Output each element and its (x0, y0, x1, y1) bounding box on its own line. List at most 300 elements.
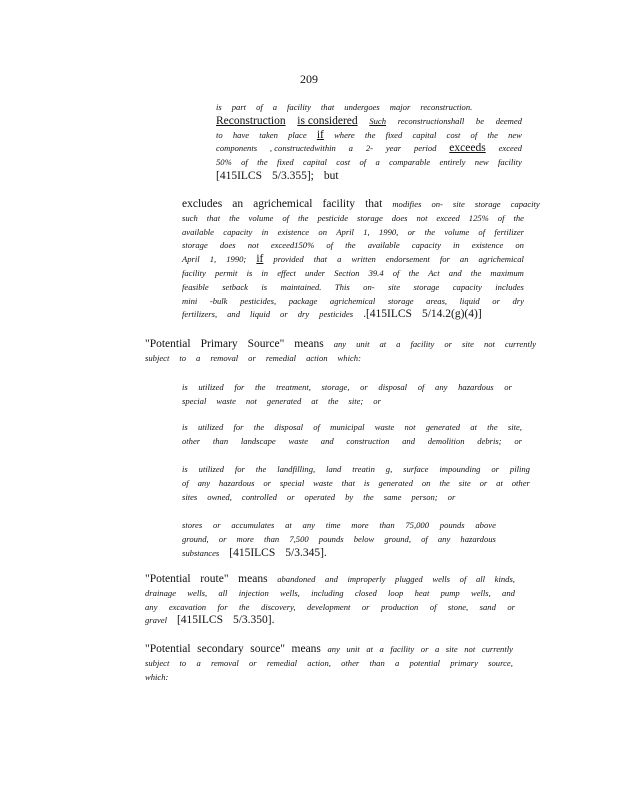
text-line (216, 129, 522, 143)
word: wells (432, 574, 451, 584)
word: if (316, 128, 324, 141)
word: improperly (347, 574, 386, 584)
word: other (511, 477, 530, 488)
word: exceed (436, 212, 460, 223)
text-line (182, 239, 524, 253)
word: is considered (297, 114, 358, 127)
word: operated (304, 491, 336, 502)
word: where (334, 129, 355, 140)
word: or (286, 491, 295, 502)
word: reconstruction. (420, 102, 473, 112)
word: storage (182, 240, 208, 251)
word: g, (385, 464, 393, 474)
word: of (326, 240, 334, 251)
word: utilized (197, 422, 224, 432)
word: fertilizer (494, 226, 524, 237)
word: the (255, 464, 267, 474)
word: dry (512, 295, 524, 306)
word: means (294, 338, 324, 350)
word: the (298, 212, 309, 223)
word: at (379, 339, 387, 349)
word: storage (387, 295, 414, 306)
text-line (182, 226, 524, 240)
word: time (325, 520, 341, 530)
word: or (504, 382, 512, 392)
word: 2- (365, 143, 373, 154)
word: stores (182, 520, 203, 530)
word: 5/3.355]; (272, 169, 314, 182)
word: place (288, 129, 307, 140)
text-line (145, 338, 537, 352)
word: to (179, 657, 187, 668)
word: site; (348, 395, 364, 406)
word: available (367, 240, 400, 251)
word: at (366, 644, 373, 654)
word: than (263, 533, 280, 544)
word: or (447, 491, 456, 502)
word: or (280, 309, 288, 320)
word: facility (287, 102, 311, 112)
word: or (514, 435, 522, 446)
text-line (182, 547, 496, 561)
word: the (470, 267, 482, 278)
word: Such (369, 115, 387, 126)
word: dry (297, 309, 310, 320)
word: is (182, 464, 188, 474)
word: and (402, 435, 416, 446)
word: special (279, 477, 305, 488)
word: the (487, 422, 498, 432)
word: , constructedwithin (269, 143, 336, 154)
word: discovery, (260, 601, 296, 612)
word: period (414, 143, 437, 154)
word: 5/14.2(g)(4)] (421, 308, 482, 321)
word: disposal (274, 422, 304, 432)
word: pounds (439, 520, 465, 530)
word: or (218, 533, 227, 544)
word: exceed (498, 143, 522, 154)
word: which: (145, 671, 169, 682)
word: Source" (247, 338, 285, 350)
word: of (392, 267, 400, 278)
word: site (458, 477, 471, 488)
word: at (285, 520, 292, 530)
word: the (513, 212, 524, 223)
word: effect (277, 267, 296, 278)
text-line (182, 198, 540, 212)
word: 1990; (226, 254, 247, 265)
word: to (179, 352, 187, 363)
word: deemed (495, 115, 522, 126)
text-line (216, 115, 522, 129)
text-line (182, 281, 524, 295)
primary-item-3 (182, 463, 530, 504)
word: capital (412, 129, 437, 140)
word: other (341, 657, 360, 668)
word: storage (474, 199, 501, 209)
word: cost (446, 129, 461, 140)
text-line (182, 308, 524, 322)
word: of (478, 226, 486, 237)
word: of (421, 533, 428, 544)
word: by (345, 491, 354, 502)
word: "Potential (145, 643, 191, 655)
word: 75,000 (405, 520, 430, 530)
word: site, (507, 422, 522, 432)
word: a (379, 644, 384, 654)
word: agrichemical (329, 295, 376, 306)
word: agrichemical (478, 254, 524, 265)
word: facility (182, 267, 206, 278)
word: existence (471, 240, 504, 251)
word: capital (303, 157, 327, 168)
word: 125% (468, 212, 489, 223)
word: sites (182, 491, 198, 502)
word: of (417, 382, 425, 392)
word: major (389, 102, 411, 112)
word: exceeds (449, 142, 486, 155)
word: generated (425, 422, 461, 432)
word: [415ILCS (216, 169, 262, 182)
word: components (216, 143, 258, 154)
text-line (216, 142, 522, 156)
word: April (336, 226, 354, 237)
word: the (255, 382, 266, 392)
text-line (182, 491, 530, 505)
word: on (515, 240, 524, 251)
word: for (234, 464, 245, 474)
word: same (383, 491, 402, 502)
text-line (182, 295, 524, 309)
word: agrichemical (253, 198, 313, 210)
word: source" (250, 643, 285, 655)
word: on- (363, 281, 375, 292)
word: or (444, 339, 452, 349)
word: abandoned (277, 574, 316, 584)
word: any (327, 644, 340, 654)
word: treatin (352, 464, 375, 474)
text-line (145, 614, 515, 628)
word: pesticides, (240, 295, 277, 306)
word: owned, (207, 491, 232, 502)
word: generated (378, 477, 413, 488)
word: capacity (452, 281, 482, 292)
word: year (385, 143, 402, 154)
word: of (470, 129, 478, 140)
word: loop (388, 587, 404, 598)
word: volume (444, 226, 470, 237)
text-line (182, 435, 522, 449)
word: new (474, 157, 489, 168)
word: and (227, 309, 240, 320)
word: currently (504, 339, 537, 349)
word: generated (266, 395, 302, 406)
word: capacity (411, 240, 441, 251)
word: exceed150% (270, 240, 315, 251)
word: for (439, 254, 450, 265)
word: or (248, 657, 257, 668)
word: This (334, 281, 350, 292)
word: debris; (477, 435, 502, 446)
word: liquid (249, 309, 271, 320)
word: unit (346, 644, 360, 654)
word: surface (403, 464, 429, 474)
word: source, (488, 657, 513, 668)
word: potential (409, 657, 441, 668)
word: person; (411, 491, 438, 502)
word: if (256, 253, 264, 266)
word: 1, (209, 254, 217, 265)
word: -bulk (209, 295, 228, 306)
word: the (327, 395, 339, 406)
word: or (492, 295, 500, 306)
word: substances (182, 547, 220, 558)
word: pesticides (319, 309, 354, 320)
word: the (408, 267, 420, 278)
word: kinds, (494, 574, 515, 584)
word: pesticide (317, 212, 349, 223)
word: a (375, 157, 380, 168)
word: April (182, 254, 200, 265)
word: not (416, 212, 428, 223)
word: utilized (198, 464, 224, 474)
word: pounds (318, 533, 344, 544)
word: or (479, 477, 488, 488)
word: action, (307, 657, 331, 668)
word: treatment, (276, 382, 311, 392)
word: site (452, 199, 465, 209)
word: [415ILCS (176, 614, 223, 627)
word: waste (216, 395, 236, 406)
text-line (145, 573, 515, 587)
word: package (288, 295, 318, 306)
word: storage (356, 212, 383, 223)
page-number: 209 (300, 72, 318, 86)
word: the (345, 240, 356, 251)
word: controlled (241, 491, 277, 502)
word: subject (145, 657, 170, 668)
word: in (452, 240, 460, 251)
potential-route-def (145, 573, 515, 628)
word: that (313, 254, 328, 265)
word: special (182, 395, 207, 406)
word: above (475, 520, 496, 530)
word: does (391, 212, 408, 223)
word: than (369, 657, 385, 668)
word: waste (288, 435, 309, 446)
word: storage (413, 281, 440, 292)
word: is (363, 477, 370, 488)
word: not (247, 240, 259, 251)
word: heat (414, 587, 430, 598)
word: a (396, 339, 401, 349)
word: ground, (182, 533, 209, 544)
word: Act (428, 267, 440, 278)
word: which: (337, 352, 361, 363)
word: cost (336, 157, 351, 168)
word: production (380, 601, 419, 612)
word: removal (210, 657, 239, 668)
word: the (439, 477, 450, 488)
word: maximum (490, 267, 524, 278)
word: storage, (321, 382, 350, 392)
word: part (231, 102, 247, 112)
word: of (182, 477, 189, 488)
word: demolition (427, 435, 465, 446)
word: sand (479, 601, 496, 612)
word: reconstructionshall (397, 115, 465, 126)
word: than (379, 520, 395, 530)
word: secondary (197, 643, 244, 655)
text-line (182, 253, 524, 267)
word: capacity (223, 226, 253, 237)
text-line (182, 395, 512, 409)
word: waste (374, 422, 395, 432)
word: entirely (439, 157, 466, 168)
word: land (326, 464, 342, 474)
word: that (341, 477, 355, 488)
word: 1990, (378, 226, 399, 237)
word: new (508, 129, 522, 140)
word: the (424, 226, 436, 237)
agrichemical-quote (182, 198, 540, 322)
text-line (145, 587, 515, 601)
word: any (435, 382, 448, 392)
word: any (145, 601, 158, 612)
word: on (318, 226, 327, 237)
word: or (373, 395, 381, 406)
word: for (217, 601, 228, 612)
text-line (216, 101, 522, 115)
word: volume (248, 212, 274, 223)
text-line (182, 533, 496, 547)
word: but (323, 169, 339, 182)
text-line (182, 212, 524, 226)
word: ground, (384, 533, 411, 544)
word: waste (313, 477, 333, 488)
word: be (475, 115, 485, 126)
word: written (351, 254, 376, 265)
word: or (361, 601, 370, 612)
word: stone, (447, 601, 469, 612)
word: or (491, 464, 499, 474)
word: a (272, 102, 278, 112)
word: the (257, 157, 268, 168)
word: setback (222, 281, 248, 292)
word: or (407, 226, 416, 237)
word: impounding (439, 464, 481, 474)
word: gravel (145, 615, 167, 626)
word: the (487, 129, 498, 140)
word: including (311, 587, 344, 598)
word: 39.4 (368, 267, 384, 278)
word: that (320, 102, 335, 112)
word: in (261, 267, 269, 278)
word: of (359, 157, 367, 168)
text-line (145, 643, 513, 657)
text-line (182, 463, 530, 477)
word: 5/3.345]. (285, 546, 327, 559)
word: or (212, 520, 221, 530)
word: a (196, 352, 201, 363)
word: liquid (459, 295, 480, 306)
word: an (459, 254, 469, 265)
word: excavation (168, 601, 207, 612)
word: not (483, 339, 495, 349)
word: for (233, 422, 244, 432)
word: 5/3.350]. (232, 614, 275, 627)
word: on- (431, 199, 443, 209)
word: municipal (330, 422, 365, 432)
word: a (348, 143, 353, 154)
word: of (241, 157, 248, 168)
word: endorsement (385, 254, 430, 265)
word: closed (354, 587, 377, 598)
word: 1, (363, 226, 370, 237)
word: the (239, 601, 250, 612)
word: any (333, 339, 347, 349)
word: excludes (182, 198, 223, 210)
word: of (497, 212, 505, 223)
text-line (145, 352, 493, 366)
word: wells, (187, 587, 208, 598)
word: mini (182, 295, 198, 306)
word: below (353, 533, 375, 544)
word: more (236, 533, 254, 544)
word: drainage (145, 587, 177, 598)
word: 50% (216, 157, 232, 168)
word: for (234, 382, 245, 392)
word: a (394, 657, 400, 668)
text-line (182, 267, 524, 281)
word: is (182, 422, 188, 432)
word: and (502, 587, 515, 598)
word: Primary (200, 338, 238, 350)
word: Section (334, 267, 360, 278)
word: injection (238, 587, 269, 598)
word: the (229, 212, 240, 223)
word: in (261, 226, 269, 237)
text-line (145, 671, 513, 685)
word: or (263, 477, 271, 488)
word: more (351, 520, 369, 530)
word: all (475, 574, 486, 584)
potential-primary-source-def (145, 338, 537, 366)
text-line (182, 421, 522, 435)
word: construction (346, 435, 390, 446)
word: the (363, 491, 374, 502)
word: utilized (198, 382, 224, 392)
word: hazardous (460, 533, 496, 544)
word: facility (497, 157, 522, 168)
word: or (507, 601, 515, 612)
word: under (304, 267, 326, 278)
word: have (232, 129, 250, 140)
word: a (434, 644, 440, 654)
word: facility (390, 644, 415, 654)
word: to (216, 129, 223, 140)
word: or (248, 352, 256, 363)
word: remedial (266, 657, 298, 668)
word: available (182, 226, 214, 237)
word: existence (277, 226, 310, 237)
word: and (448, 267, 462, 278)
word: "Potential (145, 338, 191, 350)
word: or (420, 644, 429, 654)
word: site (445, 644, 458, 654)
word: is (182, 382, 188, 392)
word: removal (210, 352, 239, 363)
